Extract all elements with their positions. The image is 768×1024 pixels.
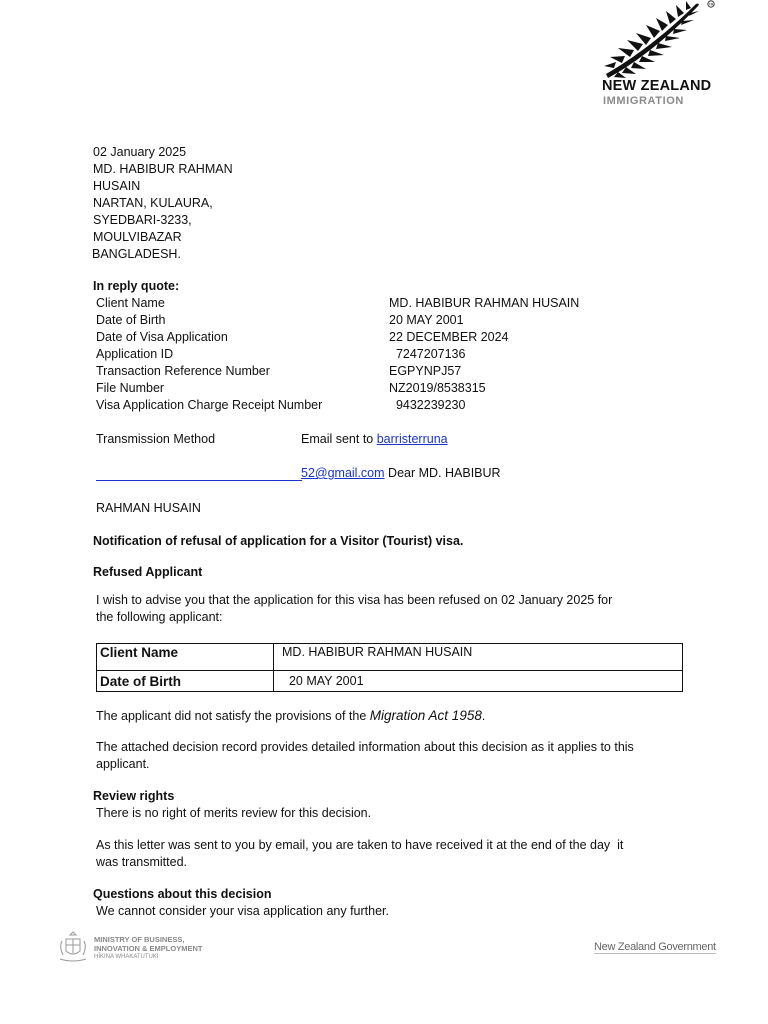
nz-government-wordmark: New Zealand Government <box>594 941 716 953</box>
address-line: NARTAN, KULAURA, <box>93 196 213 210</box>
review-heading: Review rights <box>93 789 175 803</box>
transmission-value <box>301 431 448 448</box>
questions-heading: Questions about this decision <box>93 887 272 901</box>
reference-value: 9432239230 <box>389 398 466 412</box>
table-row <box>97 644 683 671</box>
reference-value: EGPYNPJ57 <box>389 364 462 378</box>
logo-title: NEW ZEALAND <box>602 78 712 94</box>
salutation: Dear MD. HABIBUR <box>384 466 501 480</box>
act-name: Migration Act 1958 <box>369 708 482 723</box>
ministry-text <box>94 936 202 962</box>
table-label: Date of Birth <box>97 671 274 692</box>
provisions-suffix: . <box>481 709 486 723</box>
email-receipt-text: As this letter was sent to you by email, you are taken to have received it at the end of the day it <box>96 838 624 852</box>
email-link[interactable]: barristerruna <box>376 432 448 446</box>
email-receipt-text: was transmitted. <box>96 855 188 869</box>
letter-date: 02 January 2025 <box>93 145 187 159</box>
applicant-table <box>96 643 683 692</box>
address-line: SYEDBARI-3233, <box>93 213 192 227</box>
attached-text: applicant. <box>96 757 150 771</box>
reference-label: Client Name <box>96 296 165 310</box>
questions-text: We cannot consider your visa application any further. <box>96 904 389 918</box>
ministry-line: HĪKINA WHAKATUTUKI <box>94 954 159 960</box>
email-underline <box>96 480 302 481</box>
transmission-prefix: Email sent to <box>301 432 377 446</box>
table-value: MD. HABIBUR RAHMAN HUSAIN <box>274 644 683 671</box>
salutation-continued: RAHMAN HUSAIN <box>96 501 201 515</box>
table-row <box>97 671 683 692</box>
notification-heading: Notification of refusal of application for a Visitor (Tourist) visa. <box>93 534 464 548</box>
svg-text:TM: TM <box>708 2 714 7</box>
refused-applicant-heading: Refused Applicant <box>93 565 203 579</box>
reply-heading: In reply quote: <box>93 279 180 293</box>
advise-text: I wish to advise you that the application for this visa has been refused on 02 January 2025 for <box>96 593 613 607</box>
logo-subtitle: IMMIGRATION <box>603 95 684 107</box>
address-line: HUSAIN <box>93 179 141 193</box>
provisions-text <box>96 707 485 725</box>
ministry-line: MINISTRY OF BUSINESS, <box>94 935 185 944</box>
review-text: There is no right of merits review for this decision. <box>96 806 372 820</box>
reference-value: 22 DECEMBER 2024 <box>389 330 509 344</box>
reference-value: NZ2019/8538315 <box>389 381 486 395</box>
email-continuation <box>301 465 501 482</box>
transmission-label: Transmission Method <box>96 432 216 446</box>
reference-label: Visa Application Charge Receipt Number <box>96 398 323 412</box>
reference-value: MD. HABIBUR RAHMAN HUSAIN <box>389 296 580 310</box>
reference-label: File Number <box>96 381 165 395</box>
reference-label: Date of Visa Application <box>96 330 228 344</box>
reference-value: 20 MAY 2001 <box>389 313 464 327</box>
reference-label: Transaction Reference Number <box>96 364 270 378</box>
provisions-prefix: The applicant did not satisfy the provisions of the <box>96 709 370 723</box>
table-value: 20 MAY 2001 <box>274 671 683 692</box>
table-label: Client Name <box>97 644 274 671</box>
address-line: BANGLADESH. <box>92 247 181 261</box>
reference-label: Application ID <box>96 347 174 361</box>
ministry-line: INNOVATION & EMPLOYMENT <box>94 943 203 953</box>
attached-text: The attached decision record provides detailed information about this decision as it applies to this <box>96 740 634 754</box>
coat-of-arms-icon <box>56 931 90 963</box>
reference-label: Date of Birth <box>96 313 166 327</box>
address-line: MD. HABIBUR RAHMAN <box>93 162 233 176</box>
reference-value: 7247207136 <box>389 347 466 361</box>
address-line: MOULVIBAZAR <box>93 230 182 244</box>
ministry-logo <box>56 930 256 964</box>
advise-text: the following applicant: <box>96 610 223 624</box>
email-link-continued[interactable]: 52@gmail.com <box>301 466 385 480</box>
